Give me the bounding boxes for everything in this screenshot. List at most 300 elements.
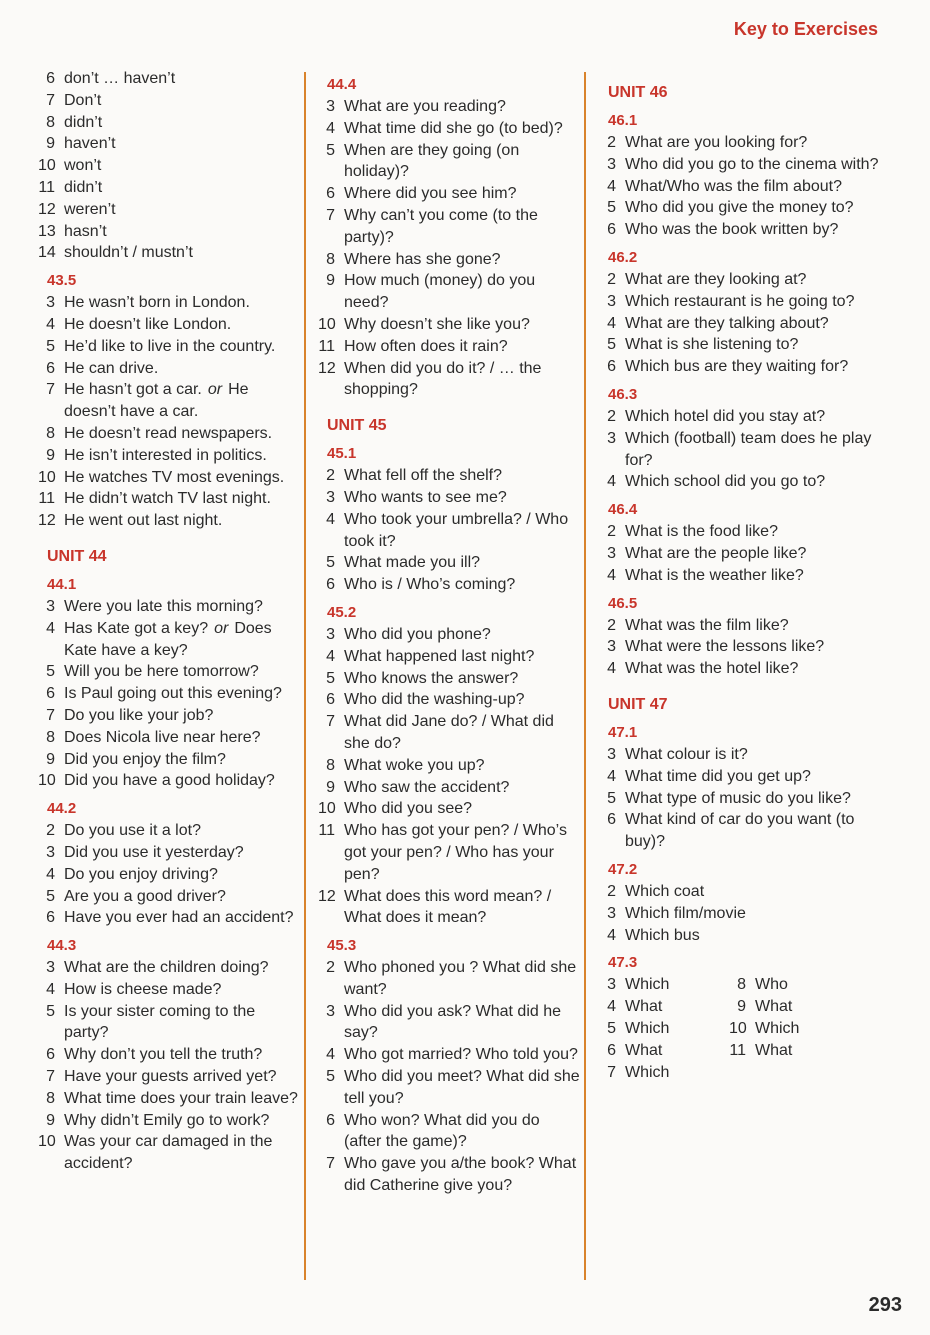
answer-number: 12 [318,359,336,377]
answer-number: 3 [607,904,616,922]
answer-number: 4 [326,510,335,528]
answer-item [318,270,580,314]
answer-pair-row [599,1018,889,1040]
answer-item [38,683,300,705]
answer-item [599,636,889,658]
answer-number: 3 [607,638,616,656]
answer-text-part: What [625,998,663,1016]
answer-text [344,183,580,205]
page-number: 293 [868,1294,902,1316]
answer-item [318,668,580,690]
answer-number: 4 [607,998,616,1016]
answer-text-part: Why didn’t Emily go to work? [64,1111,270,1129]
answer-text [64,749,300,771]
answer-item [599,197,889,219]
exercise-heading: 43.5 [47,272,77,290]
exercise-heading: 46.5 [608,594,638,612]
answer-text [344,820,580,885]
answer-text-part: What fell off the shelf? [344,467,503,485]
answer-text-part: What did Jane do? / What did she do? [344,713,554,752]
unit-heading: UNIT 46 [608,84,668,101]
answer-text-part: Who did you meet? What did she tell you? [344,1068,580,1107]
answer-item [599,925,889,947]
answer-text [344,624,580,646]
answer-number: 2 [46,822,55,840]
answer-number: 9 [737,998,746,1016]
answer-item [38,292,300,314]
answer-text-part: Do you like your job? [64,706,214,724]
answer-item [599,313,889,335]
answer-text-part: don’t … haven’t [64,70,176,87]
answer-text-part: What time did you get up? [625,767,811,785]
answer-text-part: Why don’t you tell the truth? [64,1046,263,1064]
answer-number: 4 [326,119,335,137]
answer-item [38,770,300,792]
answer-item [599,406,889,428]
answer-text [344,1001,580,1045]
answer-text-part: Which (football) team does he play for? [625,429,872,469]
answer-text-part: What time does your train leave? [64,1089,298,1107]
answer-pair-cell [729,996,859,1018]
answer-text [344,509,580,553]
answer-item [38,907,300,929]
answer-text [625,219,889,241]
answer-text [625,974,729,996]
answer-number: 8 [46,728,55,746]
answer-number: 10 [38,157,56,175]
answer-number: 4 [326,647,335,665]
exercise-heading: 46.1 [608,112,638,129]
answer-number: 7 [46,706,55,724]
answer-text [64,683,300,705]
answer-item [318,1001,580,1045]
answer-item [318,336,580,358]
answer-item [729,1040,859,1062]
answer-text [64,770,300,792]
answer-text-part: Who [755,976,788,994]
answer-text [64,177,300,199]
answer-text [64,705,300,727]
answer-item [38,1044,300,1066]
answer-text [64,314,300,336]
answer-text-part: Which school did you go to? [625,473,826,491]
answer-text-part: He can drive. [64,359,159,377]
answer-number: 8 [326,756,335,774]
answer-number: 6 [607,358,616,376]
answer-item [318,957,580,1001]
answer-number: 11 [38,178,55,196]
answer-text [64,336,300,358]
answer-text [755,1018,859,1040]
answer-text [344,798,580,820]
answer-number: 10 [38,772,56,790]
answer-item [38,379,300,423]
answer-text-part: haven’t [64,135,116,153]
answer-text-part: He isn’t interested in politics. [64,446,267,464]
answer-text-part: Who did you see? [344,800,473,818]
answer-text [344,957,580,1001]
answer-text [625,521,889,543]
answer-item [38,90,300,112]
answer-text-part: Were you late this morning? [64,597,263,615]
answer-text [64,423,300,445]
answer-item [38,510,300,532]
answer-number: 5 [607,199,616,217]
answer-text-part: He watches TV most evenings. [64,468,285,486]
unit-heading: UNIT 45 [327,417,387,435]
answer-item [729,996,859,1018]
answer-text [755,974,859,996]
answer-number: 2 [607,616,616,634]
answer-text-part: When did you do it? / … the shopping? [344,359,542,399]
answer-text-part: What is she listening to? [625,336,799,354]
answer-text [344,755,580,777]
answer-pair-cell [729,1018,859,1040]
answer-item [38,957,300,979]
answer-text [344,465,580,487]
answer-item [38,358,300,380]
answer-text [344,574,580,596]
answer-number: 3 [607,976,616,994]
answer-text-part: Is Paul going out this evening? [64,685,282,703]
answer-text-part: Is your sister coming to the party? [64,1002,256,1042]
answer-number: 10 [729,1019,747,1037]
answer-number: 6 [326,691,335,709]
answer-item [599,176,889,198]
answer-number: 12 [38,512,56,530]
answer-text [344,711,580,755]
answer-number: 12 [38,200,56,218]
answer-text [64,221,300,243]
answer-item [599,471,889,493]
answer-text [64,1001,300,1045]
answer-number: 5 [326,141,335,159]
answer-number: 6 [607,221,616,239]
answer-number: 7 [607,1063,616,1081]
answer-number: 4 [607,314,616,332]
answer-number: 2 [607,134,616,151]
answer-text-part: Where has she gone? [344,250,501,268]
answer-item [599,521,889,543]
answer-item [599,744,889,766]
answer-text [625,269,889,291]
answer-item [599,1040,729,1062]
answer-text-part: What kind of car do you want (to buy)? [625,811,855,851]
answer-text-part: Which hotel did you stay at? [625,407,826,425]
answer-number: 5 [326,669,335,687]
answer-text-part: What [755,998,793,1016]
answer-text [625,903,889,925]
answer-item [318,777,580,799]
answer-item [38,661,300,683]
answer-number: 4 [607,566,616,584]
answer-text [344,552,580,574]
answer-item [318,314,580,336]
unit-heading: UNIT 44 [47,547,107,565]
answer-item [38,1088,300,1110]
answer-text-part: What does this word mean? / What does it mean? [344,887,552,927]
answer-item [38,820,300,842]
answer-number: 8 [326,250,335,268]
answer-text-part: Which film/movie [625,904,746,922]
answer-item [729,1018,859,1040]
answer-number: 5 [46,337,55,355]
answer-text [344,777,580,799]
answer-item [599,766,889,788]
answer-text-part: Where did you see him? [344,185,517,203]
answer-pair-cell [599,974,729,996]
answer-column-2 [318,68,580,1197]
answer-text-part: Who did you give the money to? [625,199,854,217]
answer-number: 6 [326,185,335,203]
column-divider [304,72,306,1280]
answer-number: 6 [607,811,616,829]
answer-item [38,618,300,662]
answer-number: 5 [46,663,55,681]
answer-number: 5 [326,1068,335,1086]
answer-item [318,465,580,487]
answer-item [38,1066,300,1088]
answer-number: 4 [607,926,616,944]
answer-text [344,1044,580,1066]
answer-text-part: Who gave you a/the book? What did Catherine give you? [344,1155,577,1195]
answer-number: 9 [46,1111,55,1129]
answer-item [38,1110,300,1132]
answer-text [625,291,889,313]
exercise-heading: 44.2 [47,800,77,818]
answer-text-part: Which coat [625,882,705,900]
answer-text-alternative: He doesn’t have a car. [64,381,249,421]
answer-text [64,199,300,221]
answer-item [599,903,889,925]
answer-text-part: Who did you phone? [344,625,491,643]
answer-text [625,809,889,853]
exercise-heading: 47.2 [608,860,638,878]
answer-text-part: won’t [64,157,102,175]
answer-number: 6 [326,576,335,594]
exercise-heading: 44.4 [327,76,357,93]
answer-number: 4 [46,865,55,883]
answer-text [625,543,889,565]
answer-item [38,1001,300,1045]
answer-number: 3 [607,429,616,447]
answer-item [38,749,300,771]
answer-text-part: What time did she go (to bed)? [344,119,563,137]
answer-number: 4 [607,660,616,678]
answer-item [729,974,859,996]
exercise-heading: 47.3 [608,954,638,972]
answer-pair-cell [599,1018,729,1040]
answer-text [625,334,889,356]
answer-text-part: Who phoned you ? What did she want? [344,959,577,998]
answer-text-part: Who was the book written by? [625,221,839,239]
answer-text-part: What woke you up? [344,756,485,774]
answer-text [64,379,300,423]
answer-text-part: Did you enjoy the film? [64,750,226,768]
answer-text [625,1040,729,1062]
answer-item [38,842,300,864]
answer-text-part: Which [625,1063,670,1081]
exercise-heading: 44.3 [47,937,77,955]
answer-item [318,96,580,118]
exercise-heading: 45.1 [327,445,357,463]
answer-text [344,1066,580,1110]
answer-text [64,112,300,134]
answer-text [344,886,580,930]
answer-item [38,596,300,618]
answer-item [318,183,580,205]
exercise-heading: 45.3 [327,937,357,955]
answer-item [599,658,889,680]
answer-number: 8 [737,976,746,994]
answer-text [625,615,889,637]
answer-text [64,90,300,112]
answer-text [625,428,889,472]
answer-number: 4 [326,1046,335,1064]
answer-text [625,154,889,176]
answer-number: 9 [326,778,335,796]
answer-text-part: How much (money) do you need? [344,272,536,312]
answer-text [64,596,300,618]
answer-text-part: Are you a good driver? [64,887,226,905]
answer-text [344,314,580,336]
answer-number: 11 [318,822,335,840]
answer-text-part: shouldn’t / mustn’t [64,244,193,262]
answer-item [38,133,300,155]
answer-item [38,727,300,749]
answer-text [344,689,580,711]
answer-item [599,974,729,996]
answer-text-part: didn’t [64,178,103,196]
answer-text [344,249,580,271]
answer-text [344,118,580,140]
answer-text-part: What is the weather like? [625,566,804,584]
answer-pair-cell [729,974,859,996]
answer-item [599,996,729,1018]
answer-text-part: weren’t [64,200,116,218]
answer-number: 3 [326,488,335,506]
answer-text [625,881,889,903]
answer-text [64,842,300,864]
answer-item [599,356,889,378]
answer-text [344,336,580,358]
answer-item [599,881,889,903]
answer-text [64,242,300,264]
answer-item [38,445,300,467]
answer-text [344,270,580,314]
answer-column-1 [38,68,300,1175]
answer-number: 10 [318,800,336,818]
answer-text [64,155,300,177]
answer-pair-cell [599,996,729,1018]
answer-text [625,313,889,335]
answer-text-part: How often does it rain? [344,337,508,355]
answer-number: 13 [38,222,56,240]
answer-number: 3 [607,745,616,763]
answer-text [64,618,300,662]
answer-item [38,68,300,90]
answer-number: 6 [46,909,55,927]
answer-item [318,820,580,885]
answer-text-part: He hasn’t got a car. [64,381,202,399]
answer-text [64,661,300,683]
answer-item [318,1110,580,1154]
answer-number: 6 [46,1046,55,1064]
answer-text [64,1110,300,1132]
answer-text [64,445,300,467]
answer-number: 9 [46,446,55,464]
answer-number: 6 [326,1111,335,1129]
answer-item [318,358,580,402]
answer-text-part: Why doesn’t she like you? [344,315,530,333]
exercise-heading: 44.1 [47,575,77,593]
answer-text-part: Who has got your pen? / Who’s got your pen? / Who has your pen? [344,822,567,883]
answer-text-part: Who knows the answer? [344,669,519,687]
answer-item [318,118,580,140]
answer-text-part: What is the food like? [625,523,778,541]
answer-text-part: What happened last night? [344,647,535,665]
answer-text-part: He wasn’t born in London. [64,294,250,312]
answer-text [64,358,300,380]
answer-text [625,658,889,680]
answer-item [599,132,889,154]
answer-number: 10 [38,468,56,486]
answer-text-part: What were the lessons like? [625,638,825,656]
answer-number: 7 [326,1155,335,1173]
answer-number: 10 [38,1133,56,1151]
exercise-heading: 46.2 [608,248,638,266]
answer-number: 8 [46,1089,55,1107]
answer-number: 5 [607,789,616,807]
page-header-title: Key to Exercises [733,19,878,39]
answer-text-part: What are the people like? [625,544,807,562]
answer-text [344,205,580,249]
answer-item [599,428,889,472]
answer-text-part: Will you be here tomorrow? [64,663,259,681]
answer-item [318,1153,580,1197]
answer-text-part: What are you looking for? [625,134,808,151]
answer-text-part: Who won? What did you do (after the game)? [344,1111,540,1151]
answer-text [625,925,889,947]
answer-item [38,1131,300,1175]
answer-text-part: Who got married? Who told you? [344,1046,578,1064]
answer-text-part: Have you ever had an accident? [64,909,294,927]
answer-number: 2 [607,882,616,900]
answer-item [599,154,889,176]
answer-number: 4 [46,315,55,333]
answer-text-part: What are they looking at? [625,270,807,288]
answer-number: 6 [46,685,55,703]
answer-item [38,177,300,199]
answer-text-part: He doesn’t like London. [64,315,232,333]
answer-text-part: Who took your umbrella? / Who took it? [344,510,569,550]
answer-text-part: What was the film like? [625,616,789,634]
answer-text [625,636,889,658]
answer-text [344,358,580,402]
answer-number: 6 [607,1041,616,1059]
answer-text [64,1044,300,1066]
answer-text-part: didn’t [64,113,103,131]
answer-text [64,1066,300,1088]
answer-text [64,864,300,886]
answer-text [625,132,889,154]
answer-number: 9 [46,750,55,768]
answer-text [64,907,300,929]
answer-text-part: How is cheese made? [64,980,222,998]
or-connector: or [207,381,223,399]
answer-number: 4 [46,619,55,637]
answer-text-part: Which [755,1019,800,1037]
